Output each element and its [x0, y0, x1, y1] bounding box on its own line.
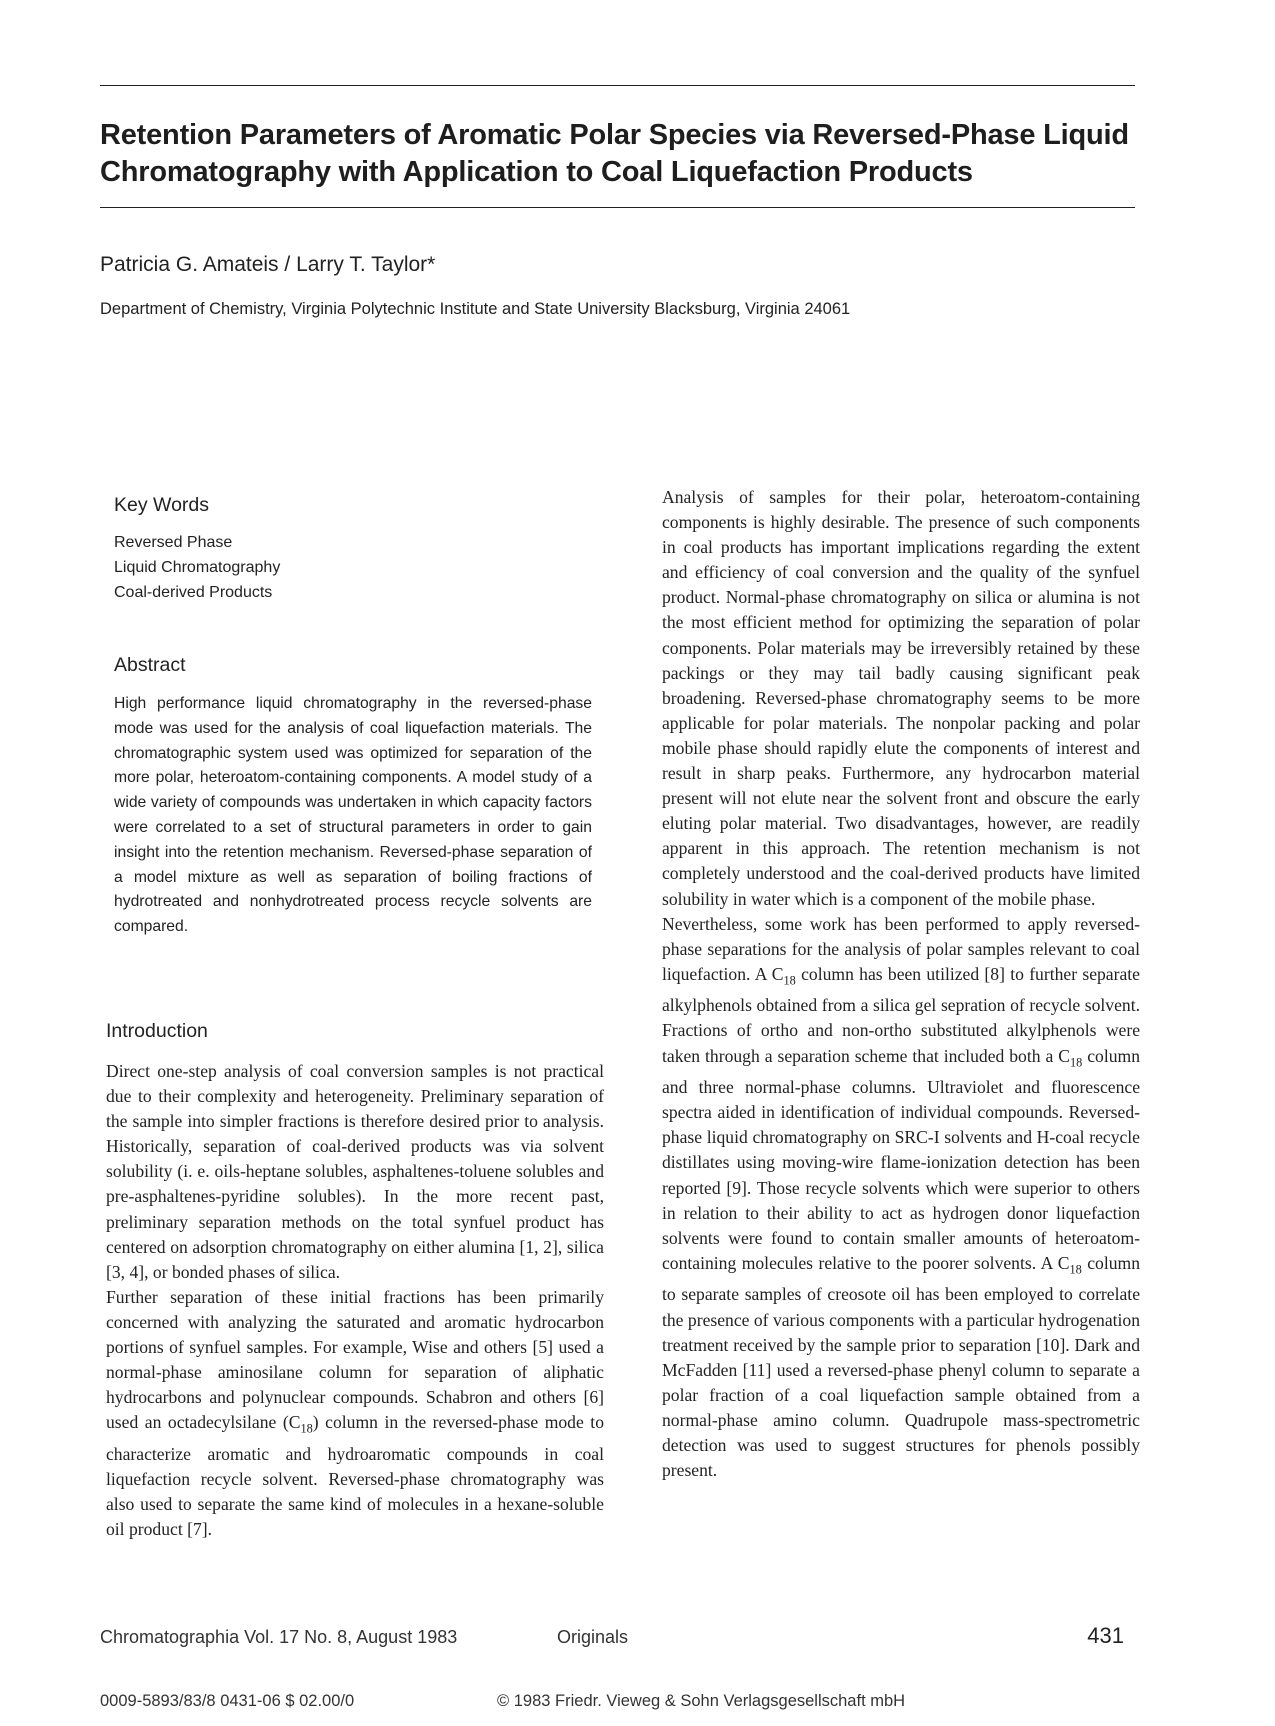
page-number: 431 — [1087, 1623, 1124, 1648]
article-authors: Patricia G. Amateis / Larry T. Taylor* — [100, 253, 436, 276]
article-affiliation: Department of Chemistry, Virginia Polytechnic Institute and State University Blacksburg, Virginia 24061 — [100, 300, 851, 318]
title-rule — [100, 207, 1135, 208]
body-paragraph: Analysis of samples for their polar, heteroatom-containing components is highly desirable. The presence of such components in coal products has important implications regarding the extent and efficiency of coal conversion and the quality of the synfuel product. Normal-phase chromatography on silica or alumina is not the most efficient method for optimizing the separation of polar components. Polar materials may be irreversibly retained by these packings or they may tail badly causing significant peak broadening. Reversed-phase chromatography seems to be more applicable for polar materials. The nonpolar packing and polar mobile phase should rapidly elute the components of interest and result in sharp peaks. Furthermore, any hydrocarbon material present will not elute near the solvent front and obscure the early eluting polar material. Two disadvantages, however, are readily apparent in this approach. The retention mechanism is not completely understood and the coal-derived products have limited solubility in water which is a component of the mobile phase. — [662, 487, 1140, 909]
introduction-body — [106, 1059, 604, 1542]
footer-journal-citation: Chromatographia Vol. 17 No. 8, August 1983 — [100, 1627, 458, 1647]
footer-copyright: © 1983 Friedr. Vieweg & Sohn Verlagsgesellschaft mbH — [497, 1692, 906, 1710]
body-paragraph: Further separation of these initial fractions has been primarily concerned with analyzing the saturated and aromatic hydrocarbon portions of synfuel samples. For example, Wise and others [5] used a normal-phase aminosilane column for separation of aliphatic hydrocarbons and polynuclear compounds. Schabron and others [6] used an octadecylsilane $(C_{18})$ column in the reversed-phase mode to characterize aromatic and hydroaromatic compounds in coal liquefaction recycle solvent. Reversed-phase chromatography was also used to separate the same kind of molecules in a hexane-soluble oil product [7]. — [106, 1286, 604, 1540]
footer-section-label: Originals — [557, 1627, 629, 1647]
body-paragraph: Direct one-step analysis of coal conversion samples is not practical due to their complexity and heterogeneity. Preliminary separation of the sample into simpler fractions is therefore desired prior to analysis. Historically, separation of coal-derived products was via solvent solubility (i. e. oils-heptane solubles, asphaltenes-toluene solubles and pre-asphaltenes-pyridine solubles). In the more recent past, preliminary separation methods on the total synfuel product has centered on adsorption chromatography on either alumina [1, 2], silica [3, 4], or bonded phases of silica. — [106, 1061, 604, 1282]
keywords-heading: Key Words — [114, 494, 210, 516]
keyword-item: Coal-derived Products — [114, 584, 273, 601]
abstract-text: High performance liquid chromatography in the reversed-phase mode was used for the analysis of coal liquefaction materials. The chromatographic system used was optimized for separation of the more polar, heteroatom-containing components. A model study of a wide variety of compounds was undertaken in which capacity factors were correlated to a set of structural parameters in order to gain insight into the retention mechanism. Reversed-phase separation of a model mixture as well as separation of boiling fractions of hydrotreated and nonhydrotreated process recycle solvents are compared. — [114, 695, 592, 936]
keywords-list — [114, 530, 280, 605]
footer-article-code: 0009-5893/83/8 0431-06 $ 02.00/0 — [100, 1692, 355, 1710]
introduction-heading: Introduction — [106, 1020, 208, 1042]
article-title: Retention Parameters of Aromatic Polar Species via Reversed-Phase Liquid Chromatography with Application to Coal Liquefaction Products — [100, 119, 1129, 188]
body-paragraph: Nevertheless, some work has been performed to apply reversed-phase separations for the analysis of polar samples relevant to coal liquefaction. A $C_{18}$ column has been utilized [8] to further separate alkylphenols obtained from a silica gel sepration of recycle solvent. Fractions of ortho and non-ortho substituted alkylphenols were taken through a separation scheme that included both a $C_{18}$ column and three normal-phase columns. Ultraviolet and fluorescence spectra aided in identification of individual compounds. Reversed-phase liquid chromatography on SRC-I solvents and H-coal recycle distillates using moving-wire flame-ionization detection has been reported [9]. Those recycle solvents which were superior to others in relation to their ability to act as hydrogen donor liquefaction solvents were found to contain smaller amounts of heteroatom-containing molecules relative to the poorer solvents. A $C_{18}$ column to separate samples of creosote oil has been employed to correlate the presence of various components with a particular hydrogenation treatment received by the sample prior to separation [10]. Dark and McFadden [11] used a reversed-phase phenyl column to separate a polar fraction of a coal liquefaction sample obtained from a normal-phase amino column. Quadrupole mass-spectrometric detection was used to suggest structures for phenols possibly present. — [662, 913, 1141, 1481]
abstract-heading: Abstract — [114, 654, 186, 676]
top-rule — [100, 85, 1135, 86]
right-column-body — [662, 485, 1140, 1483]
keyword-item: Reversed Phase — [114, 534, 233, 551]
keyword-item: Liquid Chromatography — [114, 559, 281, 576]
